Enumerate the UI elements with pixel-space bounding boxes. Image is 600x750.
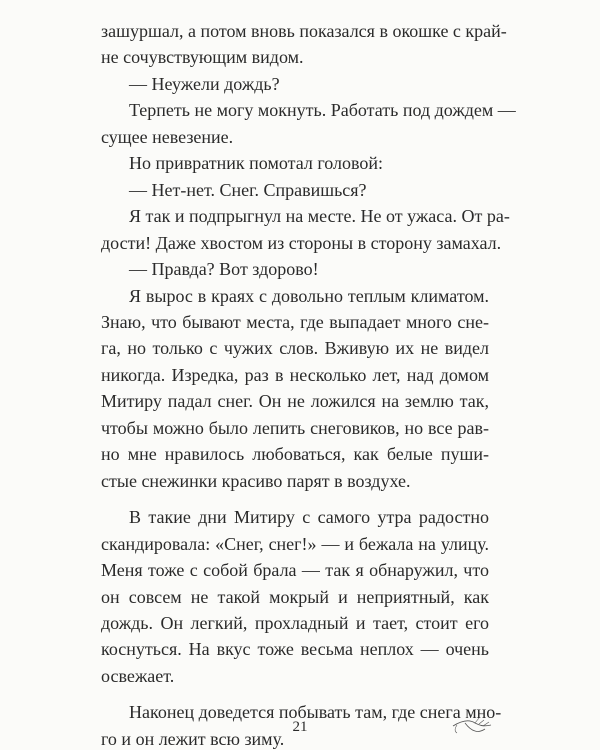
text-line: В такие дни Митиру с самого утра радостно xyxy=(129,507,489,528)
text-line: Я вырос в краях с довольно теплым климатом. xyxy=(129,285,489,306)
text-line: Митиру падал снег. Он не ложился на землю так, xyxy=(101,391,489,412)
text-line: освежает. xyxy=(101,665,175,686)
text-line: Знаю, что бывают места, где выпадает много сне- xyxy=(101,311,489,332)
text-line: но мне нравилось любоваться, как белые пуши- xyxy=(101,444,489,465)
text-line: никогда. Изредка, раз в несколько лет, над домом xyxy=(101,364,489,385)
text-line: — Нет-нет. Снег. Справишься? xyxy=(129,179,367,200)
text-line: стые снежинки красиво парят в воздухе. xyxy=(101,470,411,491)
feather-flourish-icon xyxy=(451,715,495,737)
text-line: скандировала: «Снег, снег!» — и бежала на улицу. xyxy=(101,533,489,554)
text-line: сущее невезение. xyxy=(101,126,234,147)
text-line: — Правда? Вот здорово! xyxy=(129,259,319,280)
text-line: дождь. Он легкий, прохладный и тает, стоит его xyxy=(101,612,489,633)
text-line: Но привратник помотал головой: xyxy=(129,153,384,174)
text-line: го и он лежит всю зиму. xyxy=(101,728,285,749)
text-line: Терпеть не могу мокнуть. Работать под дождем — xyxy=(129,100,516,121)
text-line: — Неужели дождь? xyxy=(129,73,280,94)
text-line: он совсем не такой мокрый и неприятный, как xyxy=(101,586,489,607)
text-line: Меня тоже с собой брала — так я обнаружил, что xyxy=(101,560,489,581)
text-line: га, но только с чужих слов. Вживую их не видел xyxy=(101,338,489,359)
body-text xyxy=(101,18,516,750)
text-line: зашуршал, а потом вновь показался в окошке с край- xyxy=(101,21,507,41)
text-line: Наконец доведется побывать там, где снега мно- xyxy=(129,702,502,723)
text-line: дости! Даже хвостом из стороны в сторону замахал. xyxy=(101,232,502,253)
text-line: Я так и подпрыгнул на месте. Не от ужаса. От ра- xyxy=(129,206,510,227)
text-line: не сочувствующим видом. xyxy=(101,47,304,68)
text-line: коснуться. На вкус тоже весьма неплох — очень xyxy=(101,639,489,660)
page-number: 21 xyxy=(292,719,308,735)
text-line: чтобы можно было лепить снеговиков, но все рав- xyxy=(101,417,489,438)
